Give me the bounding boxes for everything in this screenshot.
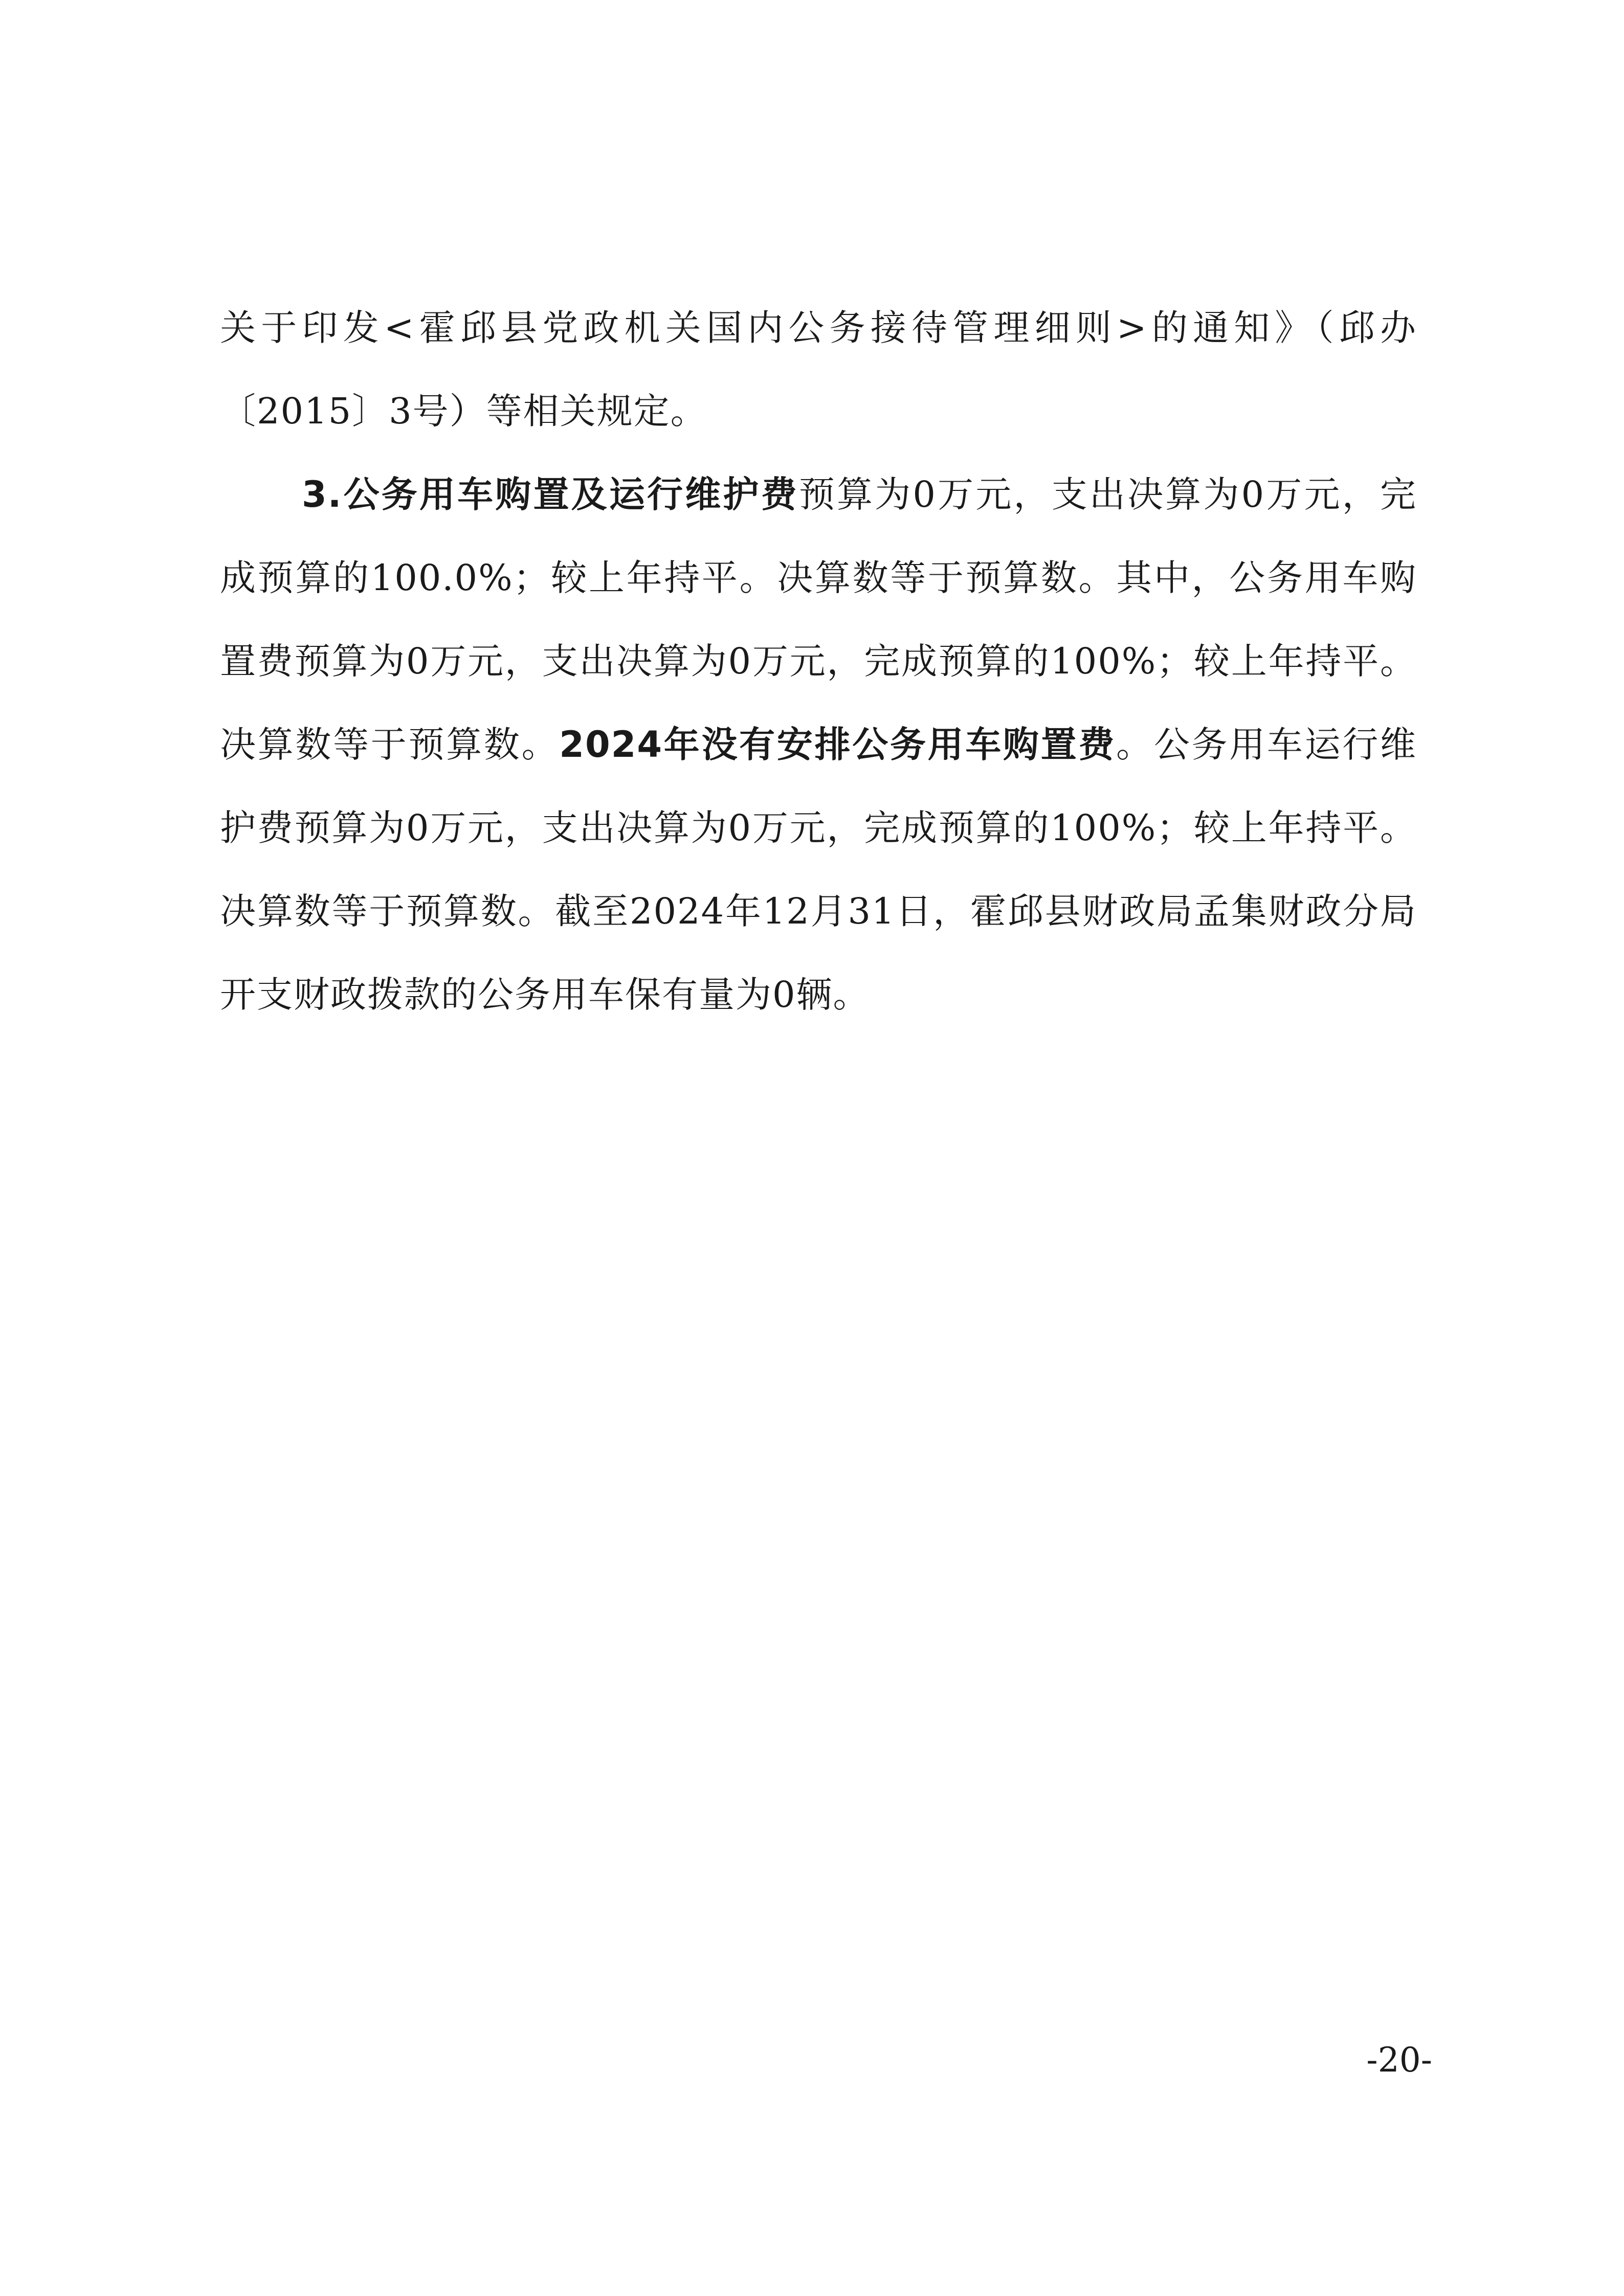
page-number: -20- bbox=[1366, 2040, 1432, 2080]
vehicle-purchase-note: 2024年没有安排公务用车购置费 bbox=[559, 724, 1117, 766]
section-heading-vehicle-expenses: 3.公务用车购置及运行维护费 bbox=[302, 474, 799, 515]
vehicle-expenses-text-a: 预算为0万元，支出决算为0万元，完成预算的100.0%；较上年持平。决算数等于预算数。其中，公务用车购置费预算为0万元，支出决算为0万元，完成预算的100%；较上年持平。决算数等于预算数。 bbox=[220, 474, 1417, 766]
body-text bbox=[220, 286, 1417, 1037]
vehicle-expenses-text-b: 。公务用车运行维护费预算为0万元，支出决算为0万元，完成预算的100%；较上年持平。决算数等于预算数。截至2024年12月31日，霍邱县财政局孟集财政分局开支财政拨款的公务用车保有量为0辆。 bbox=[220, 724, 1417, 1016]
paragraph-vehicle-expenses bbox=[220, 453, 1417, 1037]
paragraph-reception-rules: 关于印发<霍邱县党政机关国内公务接待管理细则>的通知》（邱办〔2015〕3号）等相关规定。 bbox=[220, 307, 1417, 432]
